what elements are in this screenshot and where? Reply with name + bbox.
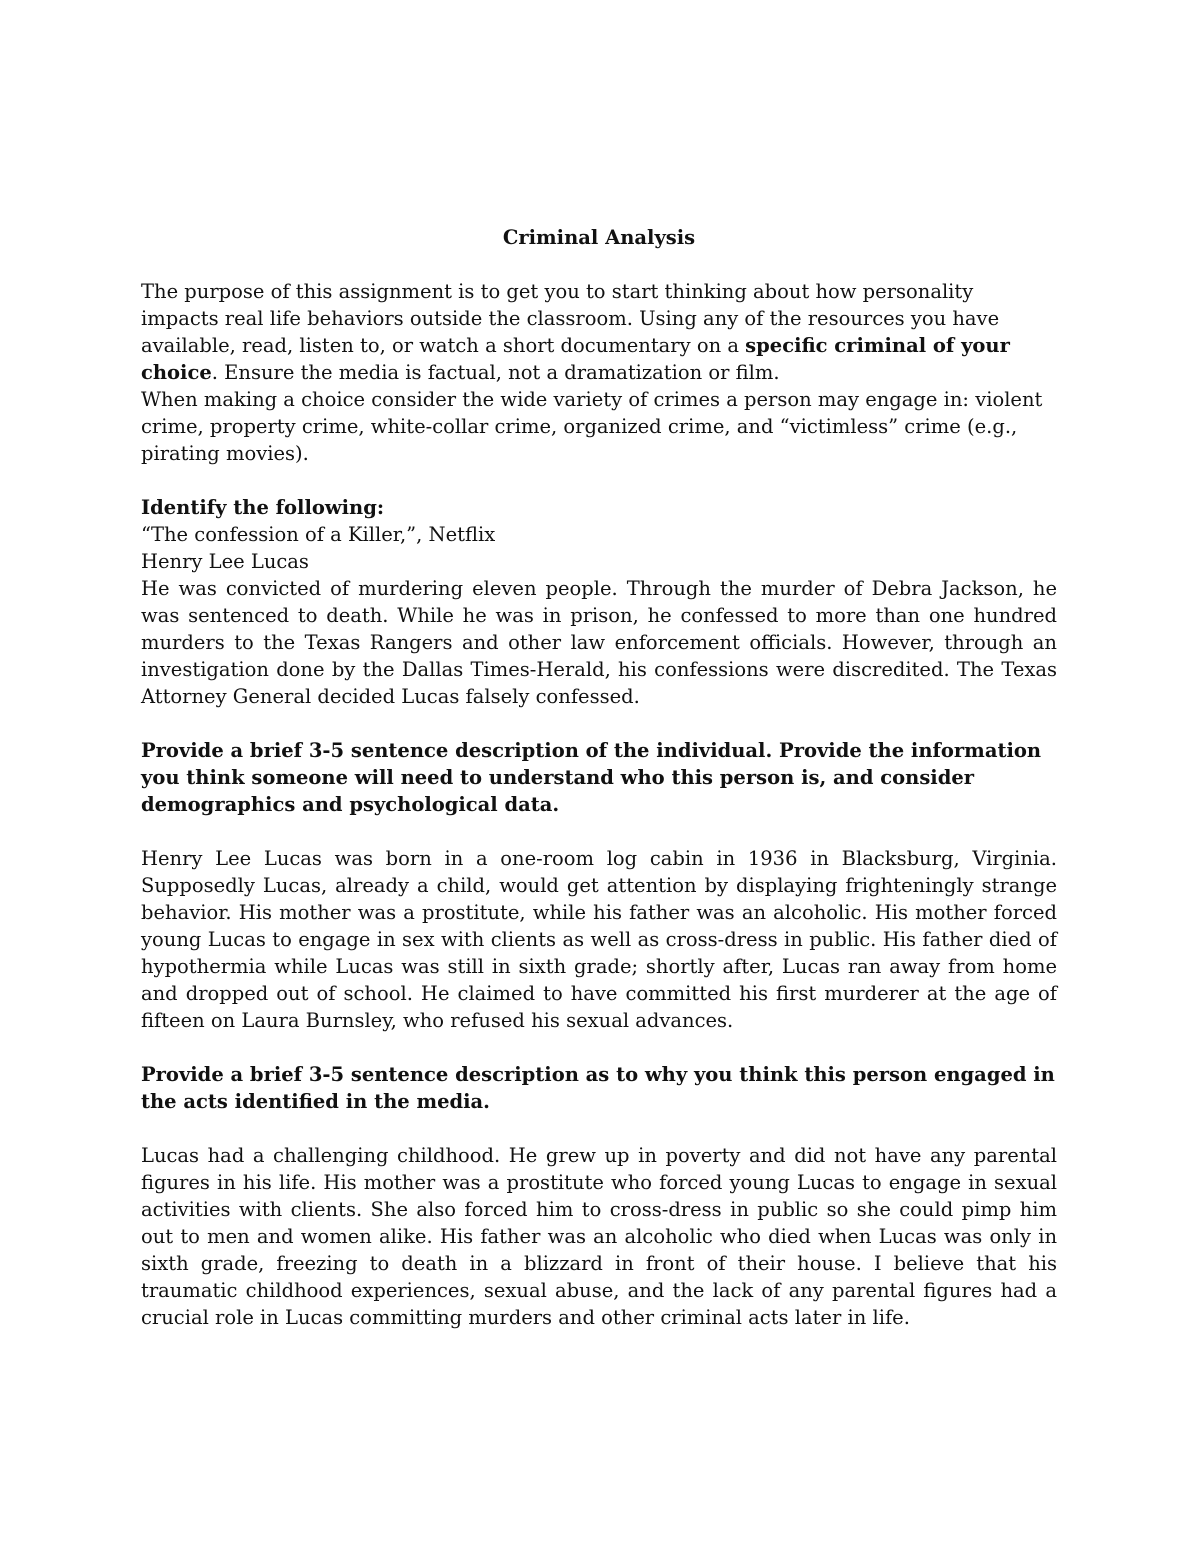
case-summary: He was convicted of murdering eleven people. Through the murder of Debra Jackson, he was sentenced to death. While he was in prison, he confessed to more than one hundred murders to the Texas Rangers and other law enforcement officials. However, through an investigation done by the Dallas Times-Herald, his confessions were discredited. The Texas Attorney General decided Lucas falsely confessed. — [141, 577, 1057, 708]
intro-text-end: . Ensure the media is factual, not a dramatization or film. — [211, 361, 780, 384]
media-title: “The confession of a Killer,”, Netflix — [141, 523, 496, 546]
intro-emphasis: specific criminal of your choice — [141, 334, 1010, 384]
document-title: Criminal Analysis — [502, 226, 696, 249]
motive-answer: Lucas had a challenging childhood. He grew up in poverty and did not have any parental figures in his life. His mother was a prostitute who forced young Lucas to engage in sexual activities with clients. She also forced him to cross-dress in public so she could pimp him out to men and women alike. His father was an alcoholic who died when Lucas was only in sixth grade, freezing to death in a blizzard in front of their house. I believe that his traumatic childhood experiences, sexual abuse, and the lack of any parental figures had a crucial role in Lucas committing murders and other criminal acts later in life. — [141, 1144, 1057, 1329]
motive-prompt: Provide a brief 3-5 sentence description as to why you think this person engaged in the acts identified in the media. — [141, 1063, 1055, 1113]
description-answer: Henry Lee Lucas was born in a one-room log cabin in 1936 in Blacksburg, Virginia. Supposedly Lucas, already a child, would get attention by displaying frighteningly strange behavior. His mother was a prostitute, while his father was an alcoholic. His mother forced young Lucas to engage in sex with clients as well as cross-dress in public. His father died of hypothermia while Lucas was still in sixth grade; shortly after, Lucas ran away from home and dropped out of school. He claimed to have committed his first murderer at the age of fifteen on Laura Burnsley, who refused his sexual advances. — [141, 847, 1057, 1032]
intro-text: The purpose of this assignment is to get you to start thinking about how personality impacts real life behaviors outside the classroom. Using any of the resources you have available, read, listen to, or watch a short documentary on a — [141, 280, 1000, 357]
document-body — [141, 224, 1057, 1331]
intro-paragraph — [141, 278, 1057, 386]
description-prompt: Provide a brief 3-5 sentence description of the individual. Provide the information you think someone will need to understand who this person is, and consider demographics and psychological data. — [141, 739, 1042, 816]
choice-note-paragraph: When making a choice consider the wide variety of crimes a person may engage in: violent crime, property crime, white-collar crime, organized crime, and “victimless” crime (e.g., pirating movies). — [141, 388, 1043, 465]
identify-heading: Identify the following: — [141, 496, 385, 519]
criminal-name: Henry Lee Lucas — [141, 550, 309, 573]
